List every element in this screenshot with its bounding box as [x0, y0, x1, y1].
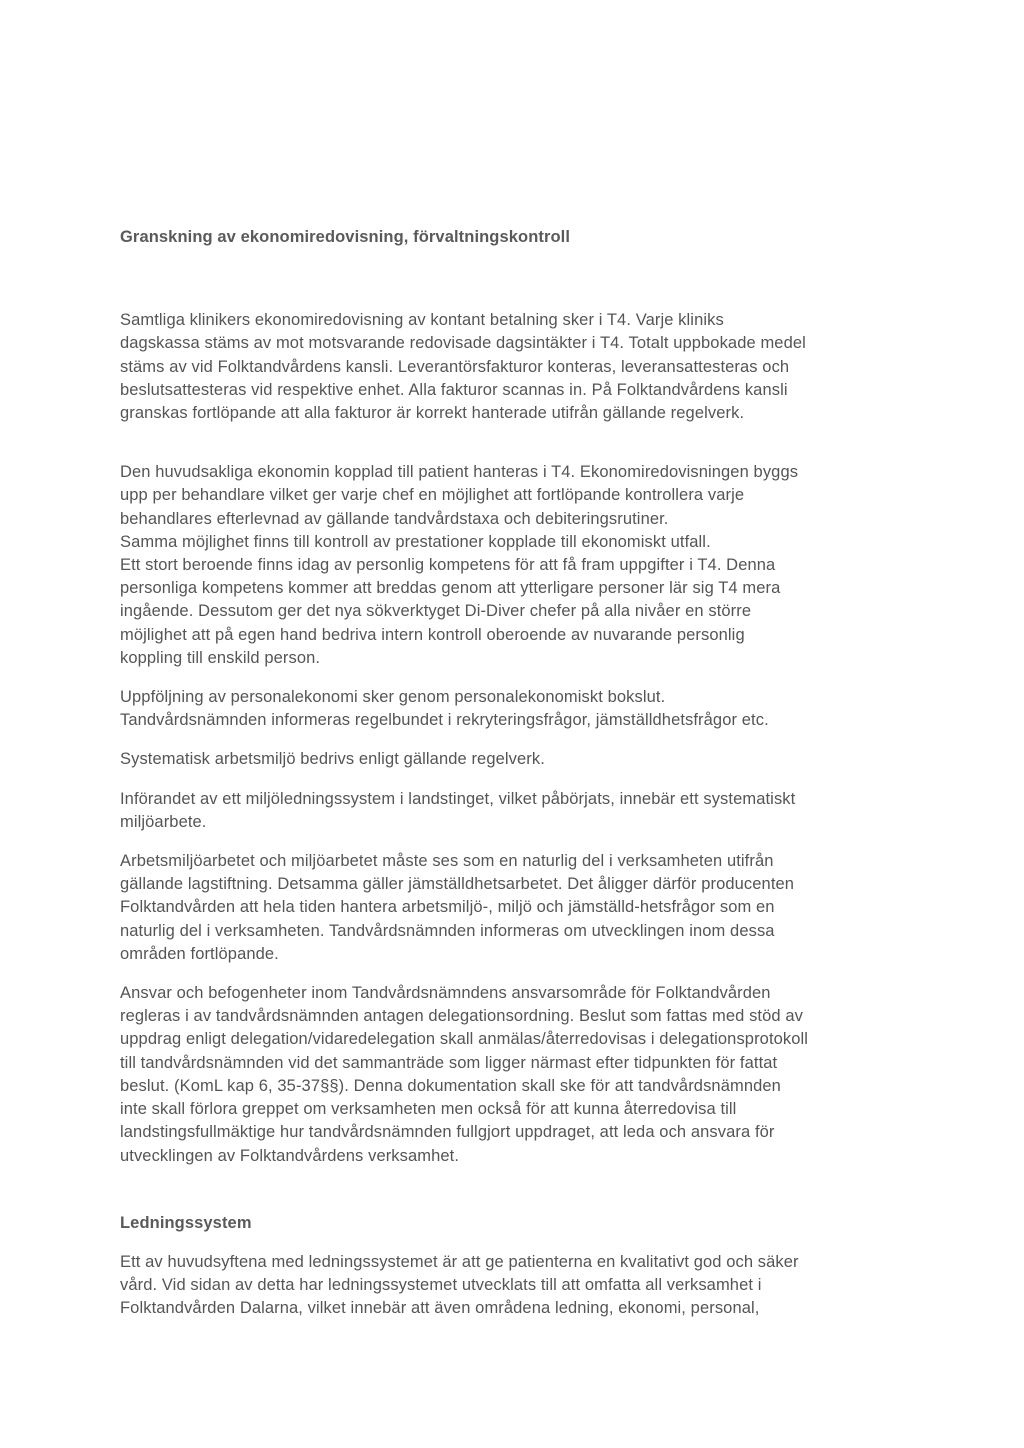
text-line: Ansvar och befogenheter inom Tandvårdsnämndens ansvarsområde för Folktandvården	[120, 984, 771, 1003]
paragraph-miljoledning	[120, 788, 910, 834]
text-line: naturlig del i verksamheten. Tandvårdsnämnden informeras om utvecklingen inom dessa	[120, 921, 775, 940]
text-line: Samtliga klinikers ekonomiredovisning av kontant betalning sker i T4. Varje kliniks	[120, 311, 724, 330]
text-line: personliga kompetens kommer att breddas genom att ytterligare personer lär sig T4 mera	[120, 579, 781, 598]
text-line: Den huvudsakliga ekonomin kopplad till patient hanteras i T4. Ekonomiredovisningen byggs	[120, 463, 799, 482]
document-body	[120, 226, 910, 1321]
paragraph-ledningssystem	[120, 1251, 910, 1321]
text-line: Folktandvården Dalarna, vilket innebär att även områdena ledning, ekonomi, personal,	[120, 1299, 760, 1318]
text-line: Uppföljning av personalekonomi sker genom personalekonomiskt bokslut.	[120, 688, 666, 707]
paragraph-ansvar-befogenheter	[120, 982, 910, 1168]
text-line: behandlares efterlevnad av gällande tandvårdstaxa och debiteringsrutiner.	[120, 509, 669, 528]
text-line: Samma möjlighet finns till kontroll av prestationer kopplade till ekonomiskt utfall.	[120, 532, 711, 551]
paragraph-personalekonomi	[120, 686, 910, 732]
text-line: Folktandvården att hela tiden hantera arbetsmiljö-, miljö och jämställd-hetsfrågor som en	[120, 898, 775, 917]
text-line: uppdrag enligt delegation/vidaredelegation skall anmälas/återredovisas i delegationsprotokoll	[120, 1030, 809, 1049]
text-line: stäms av vid Folktandvårdens kansli. Leverantörsfakturor konteras, leveransattesteras och	[120, 357, 790, 376]
text-line: upp per behandlare vilket ger varje chef en möjlighet att fortlöpande kontrollera varje	[120, 486, 745, 505]
text-line: Ett stort beroende finns idag av personlig kompetens för att få fram uppgifter i T4. Denna	[120, 556, 776, 575]
text-line: ingående. Dessutom ger det nya sökverktyget Di-Diver chefer på alla nivåer en större	[120, 602, 752, 621]
text-line: inte skall förlora greppet om verksamheten men också för att kunna återredovisa till	[120, 1100, 737, 1119]
text-line: beslut. (KomL kap 6, 35-37§§). Denna dokumentation skall ske för att tandvårdsnämnden	[120, 1076, 781, 1095]
text-line: Systematisk arbetsmiljö bedrivs enligt gällande regelverk.	[120, 750, 545, 769]
paragraph-t4-ekonomi	[120, 461, 910, 670]
text-line: landstingsfullmäktige hur tandvårdsnämnden fullgjort uppdraget, att leda och ansvara för	[120, 1123, 775, 1142]
text-line: vård. Vid sidan av detta har ledningssystemet utvecklats till att omfatta all verksamhet i	[120, 1276, 762, 1295]
text-line: Ett av huvudsyftena med ledningssystemet är att ge patienterna en kvalitativt god och säker	[120, 1252, 799, 1271]
section-heading-granskning: Granskning av ekonomiredovisning, förvaltningskontroll	[120, 228, 571, 246]
text-line: Arbetsmiljöarbetet och miljöarbetet måste ses som en naturlig del i verksamheten utifrån	[120, 852, 774, 871]
text-line: granskas fortlöpande att alla fakturor är korrekt hanterade utifrån gällande regelverk.	[120, 404, 745, 423]
text-line: beslutsattesteras vid respektive enhet. Alla fakturor scannas in. På Folktandvårdens kansli	[120, 380, 788, 399]
text-line: regleras i av tandvårdsnämnden antagen delegationsordning. Beslut som fattas med stöd av	[120, 1007, 803, 1026]
text-line: utvecklingen av Folktandvårdens verksamhet.	[120, 1146, 460, 1165]
text-line: koppling till enskild person.	[120, 648, 321, 667]
text-line: dagskassa stäms av mot motsvarande redovisade dagsintäkter i T4. Totalt uppbokade medel	[120, 334, 806, 353]
text-line: Tandvårdsnämnden informeras regelbundet i rekryteringsfrågor, jämställdhetsfrågor etc.	[120, 711, 769, 730]
text-line: områden fortlöpande.	[120, 944, 279, 963]
paragraph-ekonomiredovisning	[120, 309, 910, 425]
paragraph-arbetsmiljoarbetet	[120, 850, 910, 966]
section-heading-ledningssystem: Ledningssystem	[120, 1213, 252, 1232]
text-line: Införandet av ett miljöledningssystem i landstinget, vilket påbörjats, innebär ett systematiskt	[120, 789, 796, 808]
text-line: till tandvårdsnämnden vid det sammanträde som ligger närmast efter tidpunkten för fattat	[120, 1053, 778, 1072]
text-line: möjlighet att på egen hand bedriva intern kontroll oberoende av nuvarande personlig	[120, 625, 745, 644]
paragraph-arbetsmiljo	[120, 748, 910, 771]
text-line: miljöarbete.	[120, 812, 207, 831]
text-line: gällande lagstiftning. Detsamma gäller jämställdhetsarbetet. Det åligger därför producenten	[120, 875, 795, 894]
